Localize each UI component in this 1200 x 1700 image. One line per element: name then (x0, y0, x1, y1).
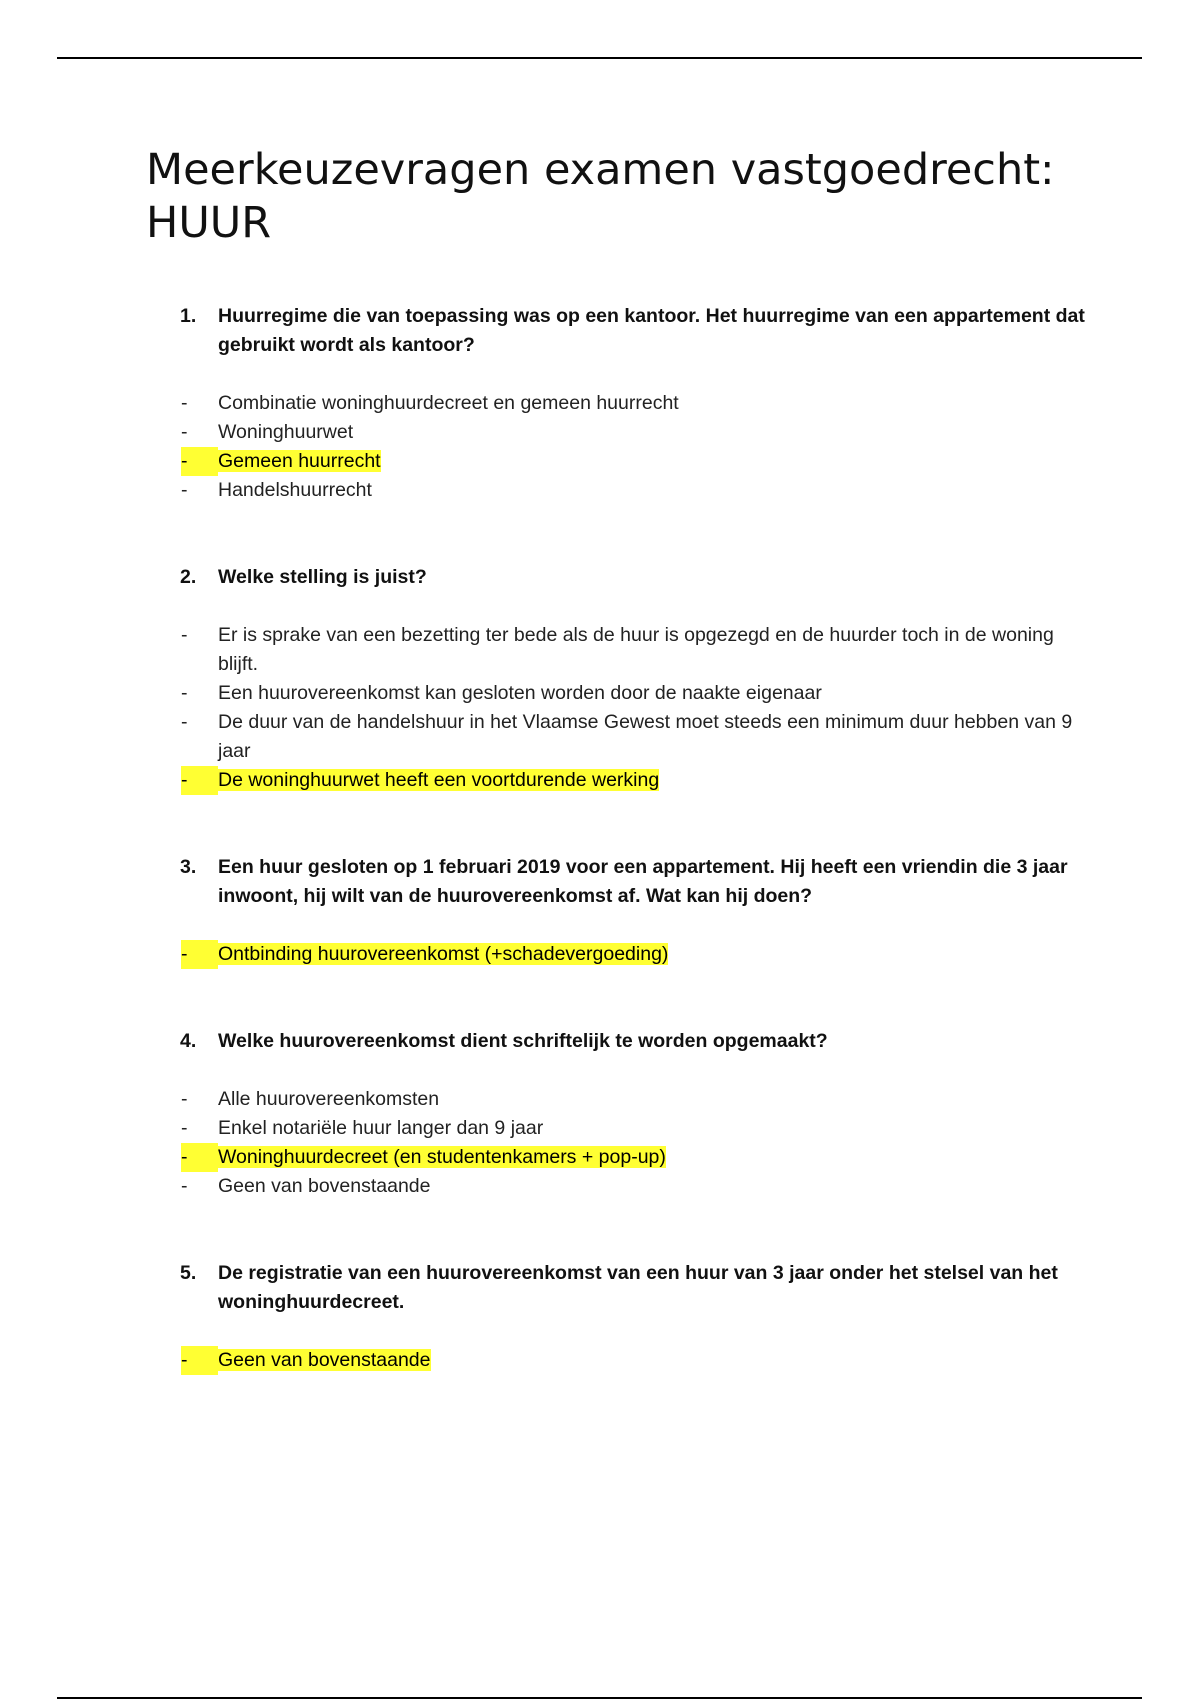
question-text: Welke stelling is juist? (218, 566, 427, 588)
bullet-dash: - (181, 1117, 188, 1139)
answer-text: Handelshuurrecht (218, 479, 372, 501)
question-list (146, 302, 1086, 1375)
answer-list (146, 1346, 1086, 1375)
question-4 (146, 1027, 1086, 1259)
bullet-dash: - (181, 624, 188, 646)
question-1 (146, 302, 1086, 563)
answer-text: Combinatie woninghuurdecreet en gemeen huurrecht (218, 392, 679, 414)
question-text: Een huur gesloten op 1 februari 2019 voor een appartement. Hij heeft een vriendin die 3 jaar inwoont, hij wilt van de huurovereenkomst af. Wat kan hij doen? (218, 856, 1068, 907)
bullet-dash: - (181, 1175, 188, 1197)
spacer (146, 795, 1086, 853)
question-number: 5. (180, 1262, 197, 1284)
question-text: De registratie van een huurovereenkomst van een huur van 3 jaar onder het stelsel van het woninghuurdecreet. (218, 1262, 1058, 1313)
question-number: 3. (180, 856, 197, 878)
bullet-dash: - (181, 479, 188, 501)
answer-text: Alle huurovereenkomsten (218, 1088, 440, 1110)
question-heading (146, 1259, 1086, 1317)
question-2 (146, 563, 1086, 853)
answer-text: Woninghuurwet (218, 421, 354, 443)
bullet-dash: - (181, 940, 218, 969)
bullet-dash: - (181, 421, 188, 443)
answer-option (146, 708, 1086, 766)
answer-text: Een huurovereenkomst kan gesloten worden door de naakte eigenaar (218, 682, 822, 704)
top-rule (57, 57, 1142, 59)
answer-option-highlighted (146, 447, 1086, 476)
question-number: 1. (180, 305, 197, 327)
answer-text: Er is sprake van een bezetting ter bede als de huur is opgezegd en de huurder toch in de woning blijft. (218, 624, 1054, 675)
spacer (146, 1201, 1086, 1259)
bullet-dash: - (181, 1346, 218, 1375)
document-content (146, 144, 1086, 1375)
answer-option-highlighted (146, 940, 1086, 969)
answer-option (146, 679, 1086, 708)
answer-list (146, 940, 1086, 969)
document-title: Meerkeuzevragen examen vastgoedrecht: HUUR (146, 145, 1055, 248)
question-5 (146, 1259, 1086, 1375)
answer-option-highlighted (146, 1143, 1086, 1172)
answer-list (146, 1085, 1086, 1201)
spacer (146, 505, 1086, 563)
answer-text: Geen van bovenstaande (218, 1349, 431, 1371)
answer-text: De woninghuurwet heeft een voortdurende werking (218, 769, 660, 791)
answer-text: Gemeen huurrecht (218, 450, 381, 472)
bullet-dash: - (181, 1143, 218, 1172)
bullet-dash: - (181, 447, 218, 476)
bullet-dash: - (181, 682, 188, 704)
bullet-dash: - (181, 1088, 188, 1110)
bullet-dash: - (181, 711, 188, 733)
question-heading (146, 853, 1086, 911)
answer-text: Woninghuurdecreet (en studentenkamers + pop-up) (218, 1146, 666, 1168)
answer-text: Enkel notariële huur langer dan 9 jaar (218, 1117, 544, 1139)
question-heading (146, 563, 1086, 592)
question-heading (146, 1027, 1086, 1056)
question-3 (146, 853, 1086, 1027)
answer-option (146, 476, 1086, 505)
answer-option (146, 389, 1086, 418)
answer-option (146, 1172, 1086, 1201)
question-heading (146, 302, 1086, 360)
answer-list (146, 621, 1086, 795)
question-number: 4. (180, 1030, 197, 1052)
answer-text: De duur van de handelshuur in het Vlaamse Gewest moet steeds een minimum duur hebben van 9 jaar (218, 711, 1073, 762)
bullet-dash: - (181, 766, 218, 795)
answer-option (146, 621, 1086, 679)
answer-text: Geen van bovenstaande (218, 1175, 431, 1197)
question-text: Huurregime die van toepassing was op een kantoor. Het huurregime van een appartement dat gebruikt wordt als kantoor? (218, 305, 1085, 356)
answer-option-highlighted (146, 1346, 1086, 1375)
spacer (146, 969, 1086, 1027)
answer-text: Ontbinding huurovereenkomst (+schadevergoeding) (218, 943, 669, 965)
answer-list (146, 389, 1086, 505)
question-text: Welke huurovereenkomst dient schriftelijk te worden opgemaakt? (218, 1030, 828, 1052)
bullet-dash: - (181, 392, 188, 414)
answer-option (146, 1114, 1086, 1143)
bottom-rule (57, 1697, 1142, 1699)
answer-option (146, 1085, 1086, 1114)
answer-option-highlighted (146, 766, 1086, 795)
question-number: 2. (180, 566, 197, 588)
answer-option (146, 418, 1086, 447)
